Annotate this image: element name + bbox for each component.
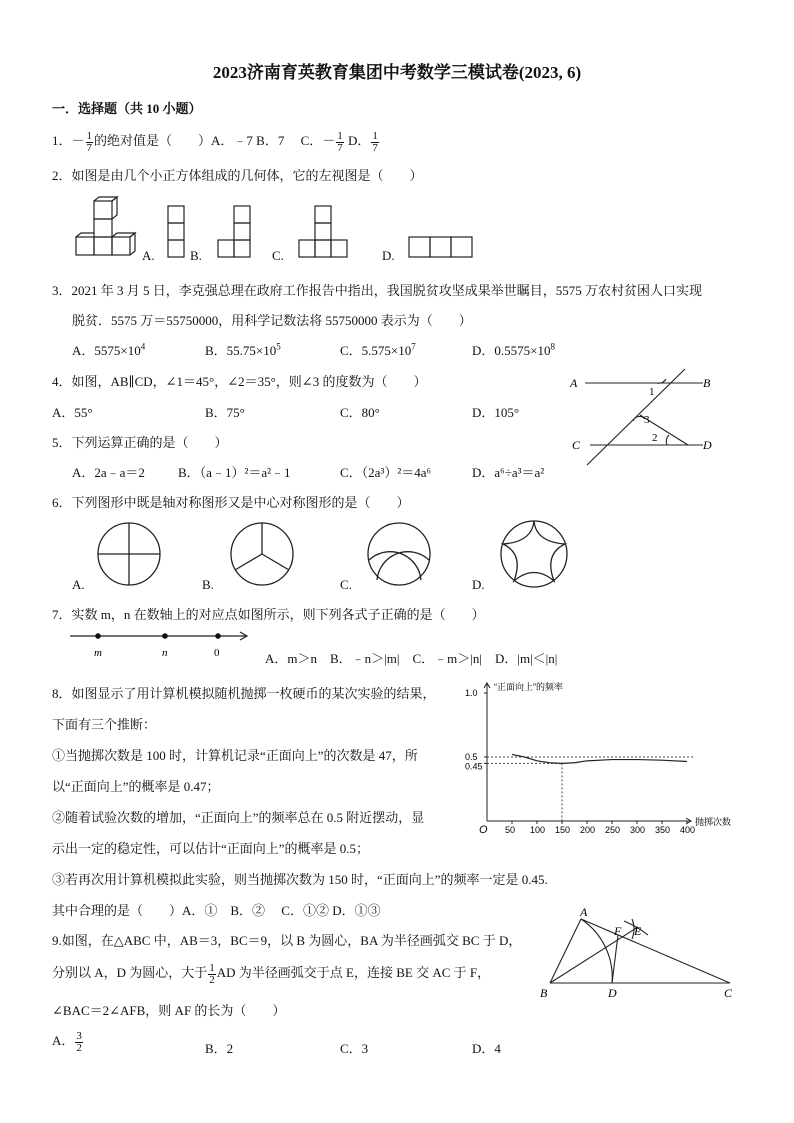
q5-option-a: A．2a﹣a＝2	[72, 465, 145, 480]
q5-option-c: C．（2a³）²＝4a⁶	[340, 465, 432, 480]
q9-option-d: D．4	[472, 1041, 501, 1056]
q9-triangle-figure	[538, 905, 748, 1000]
question-4-stem: 4．如图，AB∥CD，∠1＝45°，∠2＝35°，则∠3 的度数为（ ）	[52, 374, 427, 389]
q1-neg: －	[71, 133, 85, 148]
q1-fraction: $\frac{1}{7}$	[86, 129, 93, 154]
q7-point-m	[95, 633, 101, 639]
q6-option-a-figure	[95, 520, 165, 590]
q8-line2: 下面有三个推断：	[52, 717, 157, 732]
q9-label-b: B	[540, 986, 548, 1000]
q4-option-b: B．75°	[205, 405, 245, 420]
q2-option-d: D.	[382, 248, 395, 263]
q4-option-c: C．80°	[340, 405, 380, 420]
q9-option-c: C．3	[340, 1041, 369, 1056]
q8-line4: 以“正面向上”的概率是 0.47；	[52, 779, 220, 794]
q9-label-c: C	[724, 986, 733, 1000]
q9-option-a: A． $\frac{3}{2}$	[52, 1029, 82, 1054]
question-2-stem: 2．如图是由几个小正方体组成的几何体，它的左视图是（ ）	[52, 168, 423, 183]
chart-xtick-label: 400	[680, 825, 696, 835]
q7-label-m: m	[94, 647, 102, 659]
q8-line1: 8．如图显示了用计算机模拟随机抛掷一枚硬币的某次实验的结果，	[52, 686, 436, 701]
q8-line6: 示出一定的稳定性，可以估计“正面向上”的概率是 0.5；	[52, 841, 370, 856]
chart-title: “正面向上”的频率	[494, 682, 563, 692]
question-7-stem: 7．实数 m，n 在数轴上的对应点如图所示，则下列各式子正确的是（ ）	[52, 607, 485, 622]
q6-option-b-figure	[228, 520, 298, 590]
q2-option-c: C.	[272, 248, 284, 263]
question-3-line1: 3．2021 年 3 月 5 日，李克强总理在政府工作报告中指出，我国脱贫攻坚成果举世瞩目，5575 万农村贫困人口实现	[52, 283, 703, 298]
q1-number: 1．	[52, 133, 72, 148]
q4-label-c: C	[572, 438, 581, 452]
q4-option-d: D．105°	[472, 405, 520, 420]
q1-optD: D．	[344, 133, 371, 148]
q2-option-a: A.	[142, 248, 155, 263]
q9-label-a: A	[580, 905, 588, 919]
q8-line3: ①当抛掷次数是 100 时，计算机记录“正面向上”的次数是 47，所	[52, 748, 418, 763]
chart-xtick-label: 250	[605, 825, 621, 835]
chart-xtick-label: O	[479, 824, 488, 836]
chart-xtick-label: 100	[530, 825, 546, 835]
q4-label-d: D	[703, 438, 712, 452]
q2-option-b: B.	[190, 248, 202, 263]
q6-option-c: C.	[340, 577, 352, 592]
q4-label-a: A	[570, 376, 578, 390]
chart-ytick-label: 1.0	[465, 688, 478, 698]
q7-label-n: n	[162, 647, 168, 659]
question-6-stem: 6．下列图形中既是轴对称图形又是中心对称图形的是（ ）	[52, 495, 410, 510]
q4-angle-3: 3	[644, 414, 650, 426]
q6-option-d-figure	[498, 518, 570, 590]
q2-option-b-figure	[167, 205, 187, 260]
q1-optD-fraction: $\frac{1}{7}$	[372, 129, 378, 154]
q2-solid-figure	[72, 196, 142, 258]
q9-option-b: B．2	[205, 1041, 234, 1056]
q5-option-b: B．（a﹣1）²＝a²﹣1	[178, 465, 291, 480]
q7-point-n	[162, 633, 168, 639]
q3-option-d: D．$0.5575\times 10^8$	[472, 341, 555, 358]
q5-option-d: D．a⁶÷a³＝a²	[472, 465, 545, 480]
q1-optC-fraction: $\frac{1}{7}$	[337, 129, 343, 154]
chart-xtick-label: 150	[555, 825, 571, 835]
q2-option-c-figure	[217, 205, 253, 260]
q9-label-d: D	[608, 986, 617, 1000]
q6-option-b: B.	[202, 577, 214, 592]
chart-xtick-label: 300	[630, 825, 646, 835]
q7-options: A．m＞n B．﹣n＞|m| C．﹣m＞|n| D．|m|＜|n|	[265, 651, 558, 666]
q8-frequency-chart	[462, 676, 752, 836]
q3-option-b: B．$55.75\times 10^5$	[205, 341, 281, 358]
q9-line1: 9.如图，在△ABC 中，AB＝3，BC＝9，以 B 为圆心，BA 为半径画弧交 BC 于 D，	[52, 933, 522, 948]
q8-line5: ②随着试验次数的增加，“正面向上”的频率总在 0.5 附近摆动，显	[52, 810, 425, 825]
q6-option-d: D.	[472, 577, 485, 592]
q7-number-line	[68, 628, 253, 662]
q2-option-d-figure	[298, 205, 350, 260]
chart-series-line	[512, 754, 687, 763]
chart-xtick-label: 50	[505, 825, 516, 835]
chart-xtick-label: 350	[655, 825, 671, 835]
q9-label-f: F	[614, 924, 622, 938]
question-3-line2: 脱贫．5575 万＝55750000，用科学记数法将 55750000 表示为（ ）	[72, 313, 472, 328]
question-1	[52, 130, 380, 154]
question-5-stem: 5．下列运算正确的是（ ）	[52, 435, 228, 450]
q6-option-c-figure	[365, 520, 435, 590]
q9-label-e: E	[634, 924, 642, 938]
q7-label-zero: 0	[214, 647, 220, 659]
chart-ytick-label: 0.5	[465, 752, 478, 762]
section-heading: 一．选择题（共 10 小题）	[52, 101, 202, 116]
page-title: 2023济南育英教育集团中考数学三模试卷(2023, 6)	[212, 63, 582, 82]
chart-xtick-label: 200	[580, 825, 596, 835]
q9-line2: 分别以 A，D 为圆心，大于 $\frac{1}{2}$ AD 为半径画弧交于点 E，连接 BE 交 AC 于 F，	[52, 961, 491, 986]
q6-option-a: A.	[72, 577, 85, 592]
q1-text: 的绝对值是（ ）A．﹣7 B．7 C．－	[94, 133, 336, 148]
q4-label-b: B	[703, 376, 711, 390]
q8-line7: ③若再次用计算机模拟此实验，则当抛掷次数为 150 时，“正面向上”的频率一定是 0.45.	[52, 872, 548, 887]
chart-xlabel: 抛掷次数	[695, 817, 732, 827]
q3-option-c: C．$5.575\times 10^7$	[340, 341, 416, 358]
q4-parallel-lines-figure	[565, 365, 720, 470]
q4-angle-2: 2	[652, 432, 658, 444]
q2-option-d-boxes	[408, 236, 480, 260]
q9-half-fraction: $\frac{1}{2}$	[209, 961, 215, 986]
q9-line3: ∠BAC＝2∠AFB，则 AF 的长为（ ）	[52, 1003, 286, 1018]
chart-ytick-label: 0.45	[465, 761, 483, 772]
q3-option-a: A．$5575\times 10^4$	[72, 341, 146, 358]
q4-option-a: A．55°	[52, 405, 93, 420]
q7-point-zero	[215, 633, 221, 639]
q8-line8: 其中合理的是（ ）A．① B．② C．①② D．①③	[52, 903, 381, 918]
q9-optA-fraction: $\frac{3}{2}$	[76, 1029, 82, 1054]
q4-angle-1: 1	[649, 386, 655, 398]
